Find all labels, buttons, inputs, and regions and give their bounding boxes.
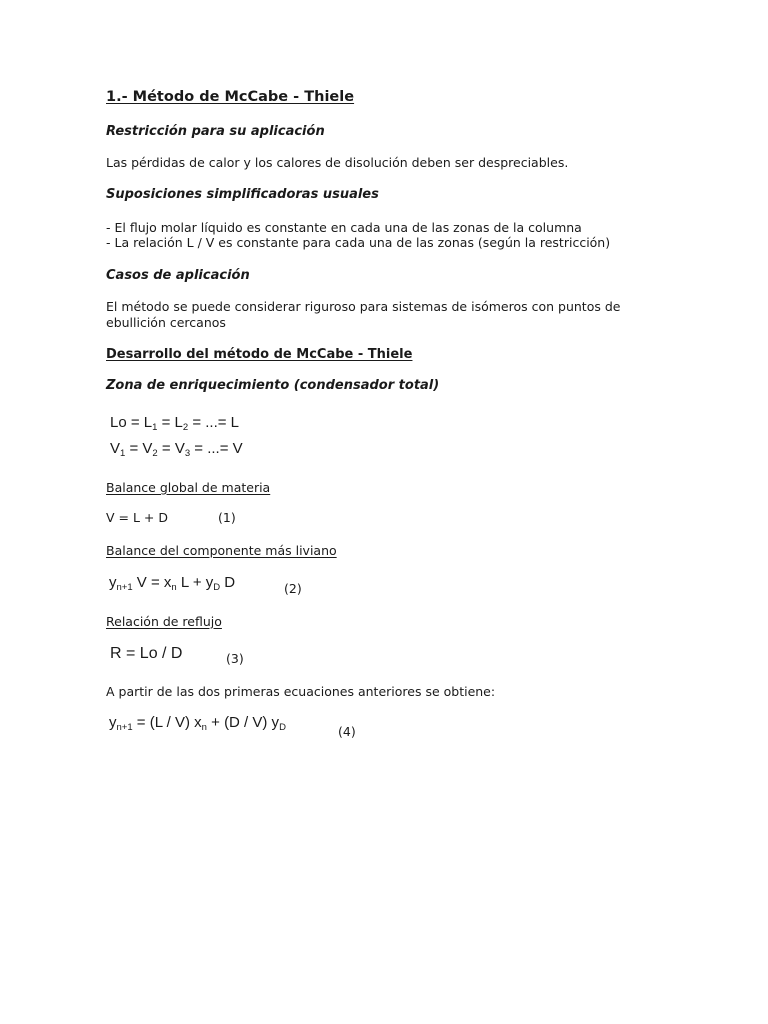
relacion-reflujo-label: Relación de reflujo bbox=[106, 614, 222, 629]
desarrollo-heading: Desarrollo del método de McCabe - Thiele bbox=[106, 347, 413, 362]
casos-heading: Casos de aplicación bbox=[106, 268, 250, 283]
equation-2-number: (2) bbox=[284, 581, 302, 596]
restriccion-heading: Restricción para su aplicación bbox=[106, 124, 325, 139]
balance-global-label: Balance global de materia bbox=[106, 480, 271, 495]
suposicion-item-2: - La relación L / V es constante para cada una de las zonas (según la restricción) bbox=[106, 235, 611, 250]
equation-4: $y_{n+1} = (L / V) x_n + (D / V)$ $y_D$ bbox=[109, 714, 286, 733]
casos-line-1: El método se puede considerar riguroso para sistemas de isómeros con puntos de bbox=[106, 299, 621, 314]
equation-3: R = Lo / D bbox=[110, 645, 183, 662]
restriccion-text: Las pérdidas de calor y los calores de disolución deben ser despreciables. bbox=[106, 155, 569, 170]
equation-l-flows: $Lo = L_1 = L_2$ = ...= L bbox=[110, 414, 240, 433]
equation-3-number: (3) bbox=[226, 651, 244, 666]
suposicion-item-1: - El flujo molar líquido es constante en cada una de las zonas de la columna bbox=[106, 220, 582, 235]
casos-line-2: ebullición cercanos bbox=[106, 315, 226, 330]
equation-v-flows: $V_1 = V_2 = V_3$ = ...= V bbox=[110, 440, 243, 459]
document-title: 1.- Método de McCabe - Thiele bbox=[106, 89, 355, 105]
equation-4-number: (4) bbox=[338, 724, 356, 739]
equation-2: $y_{n+1}$ $V = x_n$ $L + y_D$ D bbox=[109, 574, 236, 593]
equation-1: V = L + D bbox=[106, 510, 168, 525]
suposiciones-heading: Suposiciones simplificadoras usuales bbox=[106, 187, 379, 202]
equation-1-number: (1) bbox=[218, 510, 236, 525]
zona-heading: Zona de enriquecimiento (condensador total) bbox=[106, 378, 440, 393]
balance-componente-label: Balance del componente más liviano bbox=[106, 543, 337, 558]
partir-text: A partir de las dos primeras ecuaciones anteriores se obtiene: bbox=[106, 684, 496, 699]
